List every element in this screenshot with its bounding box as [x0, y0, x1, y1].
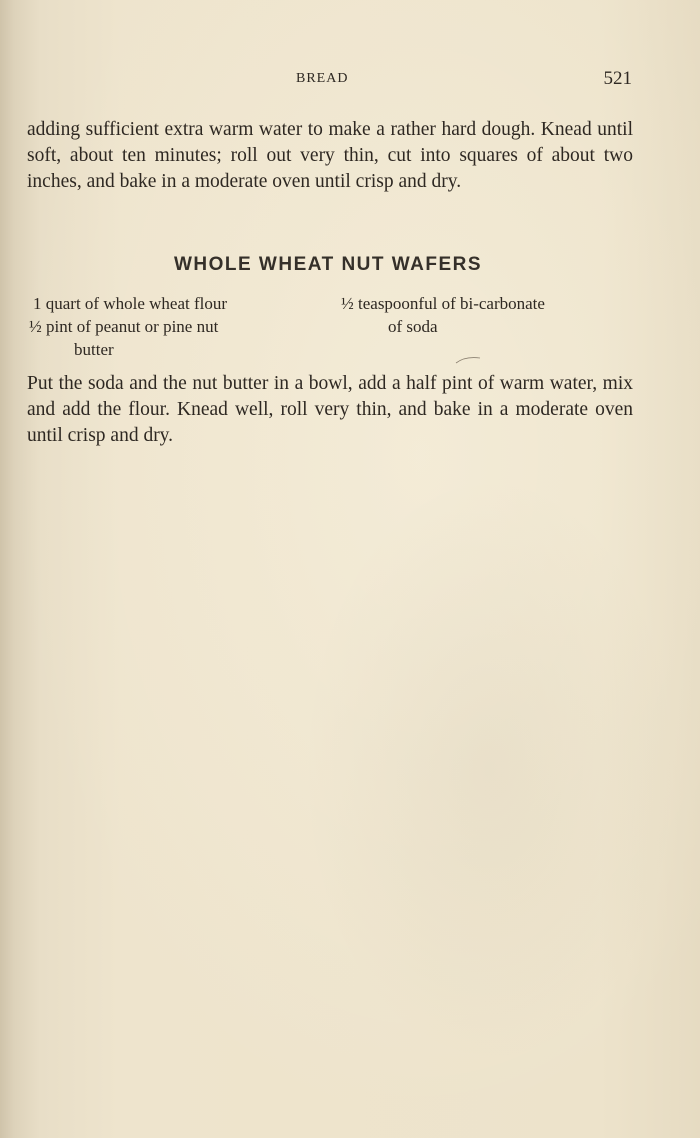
ingredient-flour: 1 quart of whole wheat flour — [33, 294, 228, 313]
ingredient-soda-continued: of soda — [388, 317, 438, 336]
ingredient-soda: ½ teaspoonful of bi-carbonate — [341, 294, 545, 313]
recipe-title: WHOLE WHEAT NUT WAFERS — [173, 254, 483, 275]
recipe-instructions: Put the soda and the nut butter in a bowl, add a half pint of warm water, mix and add the flour. Knead well, roll very thin, and bake in a moderate oven until crisp and dry. — [27, 373, 633, 446]
ingredient-nut-butter: ½ pint of peanut or pine nut — [29, 317, 219, 336]
page-number: 521 — [603, 68, 632, 89]
show-through-texture — [300, 470, 680, 1070]
pencil-mark-icon — [455, 355, 481, 365]
paragraph-continuation: adding sufficient extra warm water to make a rather hard dough. Knead until soft, about ten minutes; roll out very thin, cut into squares of about two inches, and bake in a moderate oven until crisp and dry. — [27, 119, 633, 192]
running-head: BREAD — [296, 71, 349, 86]
ingredient-nut-butter-continued: butter — [74, 340, 114, 359]
